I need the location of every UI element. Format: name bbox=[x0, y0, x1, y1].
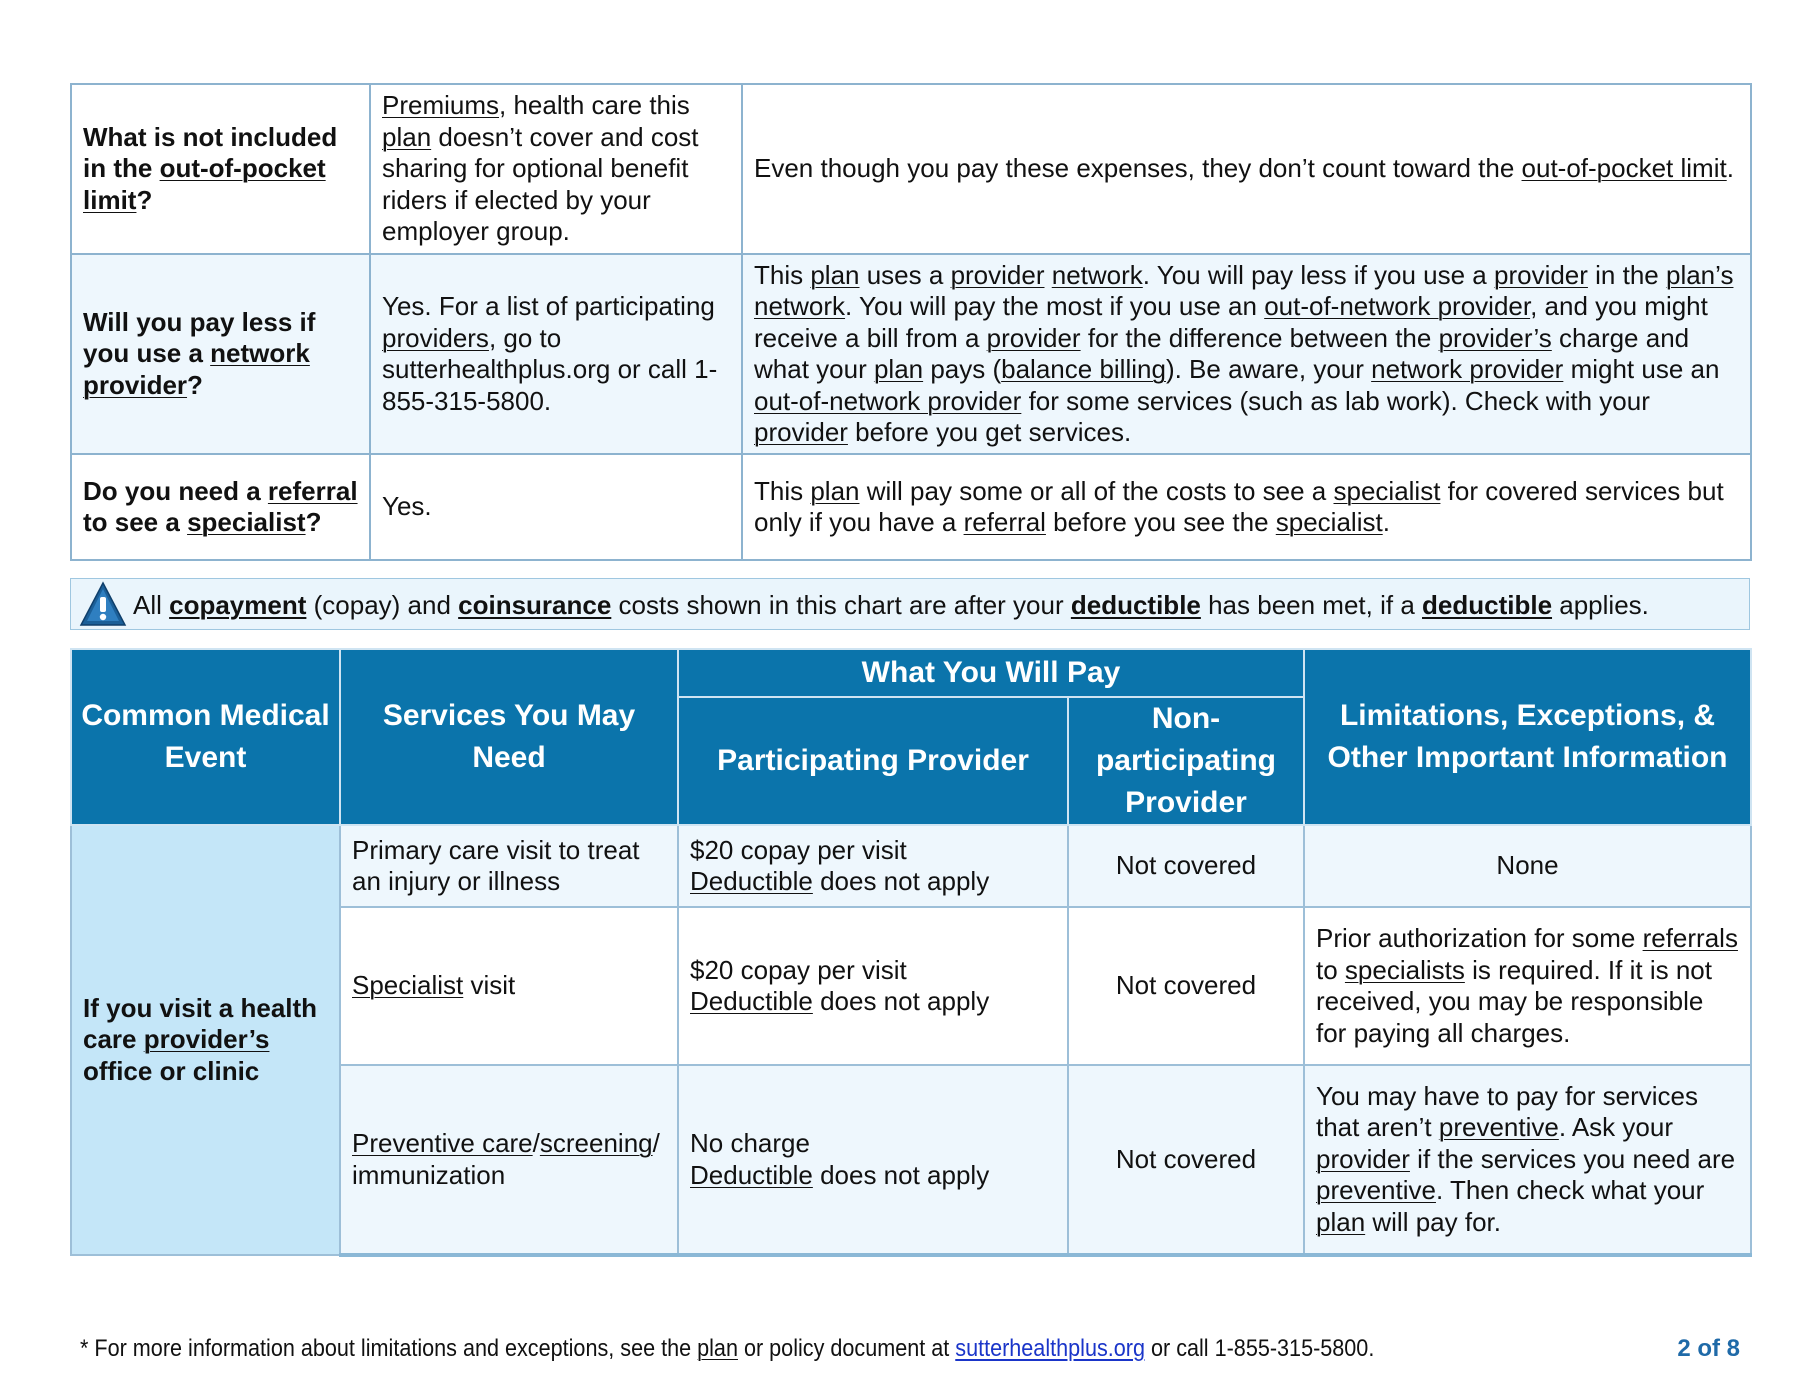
why-cell: Even though you pay these expenses, they don’t count toward the out-of-pocket limit. bbox=[742, 84, 1751, 254]
limitations-cell: You may have to pay for services that aren’t preventive. Ask your provider if the services you need are preventive. Then check what your plan will pay for. bbox=[1304, 1065, 1751, 1255]
header-what-you-will-pay: What You Will Pay bbox=[678, 649, 1304, 697]
cost-sharing-table bbox=[70, 648, 1752, 1257]
banner-text: All copayment (copay) and coinsurance costs shown in this chart are after your deductible has been met, if a deductible applies. bbox=[133, 590, 1649, 620]
table-row bbox=[71, 825, 1751, 907]
footer-note: * For more information about limitations and exceptions, see the plan or policy document at sutterhealthplus.org or call 1-855-315-5800. bbox=[80, 1335, 1375, 1362]
question-cell: Will you pay less if you use a network provider? bbox=[71, 254, 370, 454]
service-cell: Preventive care/screening/ immunization bbox=[340, 1065, 678, 1255]
limitations-cell: None bbox=[1304, 825, 1751, 907]
event-cell: If you visit a health care provider’s office or clinic bbox=[71, 825, 340, 1255]
answer-cell: Yes. bbox=[370, 454, 742, 560]
participating-cost-cell: $20 copay per visit Deductible does not apply bbox=[678, 825, 1068, 907]
question-cell: Do you need a referral to see a specialist? bbox=[71, 454, 370, 560]
question-row bbox=[71, 254, 1751, 454]
website-link[interactable]: sutterhealthplus.org bbox=[955, 1335, 1145, 1362]
deductible-notice-banner bbox=[70, 578, 1750, 630]
plan-questions-table bbox=[70, 83, 1752, 561]
question-cell: What is not included in the out-of-pocket limit? bbox=[71, 84, 370, 254]
answer-cell: Premiums, health care this plan doesn’t cover and cost sharing for optional benefit riders if elected by your employer group. bbox=[370, 84, 742, 254]
answer-cell: Yes. For a list of participating providers, go to sutterhealthplus.org or call 1-855-315-5800. bbox=[370, 254, 742, 454]
participating-cost-cell: No charge Deductible does not apply bbox=[678, 1065, 1068, 1255]
header-participating-provider: Participating Provider bbox=[678, 697, 1068, 825]
header-limitations: Limitations, Exceptions, & Other Important Information bbox=[1304, 649, 1751, 825]
header-services: Services You May Need bbox=[340, 649, 678, 825]
why-cell: This plan will pay some or all of the costs to see a specialist for covered services but only if you have a referral before you see the specialist. bbox=[742, 454, 1751, 560]
why-cell: This plan uses a provider network. You will pay less if you use a provider in the plan’s network. You will pay the most if you use an out-of-network provider, and you might receive a bill from a provider for the difference between the provider’s charge and what your plan pays (balance billing). Be aware, your network provider might use an out-of-network provider for some services (such as lab work). Check with your provider before you get services. bbox=[742, 254, 1751, 454]
service-cell: Primary care visit to treat an injury or illness bbox=[340, 825, 678, 907]
nonparticipating-cost-cell: Not covered bbox=[1068, 1065, 1304, 1255]
page-number: 2 of 8 bbox=[1677, 1335, 1740, 1362]
header-common-medical-event: Common Medical Event bbox=[71, 649, 340, 825]
service-cell: Specialist visit bbox=[340, 907, 678, 1065]
limitations-cell: Prior authorization for some referrals to specialists is required. If it is not received, you may be responsible for paying all charges. bbox=[1304, 907, 1751, 1065]
nonparticipating-cost-cell: Not covered bbox=[1068, 907, 1304, 1065]
nonparticipating-cost-cell: Not covered bbox=[1068, 825, 1304, 907]
header-nonparticipating-provider: Non-participating Provider bbox=[1068, 697, 1304, 825]
question-row bbox=[71, 84, 1751, 254]
participating-cost-cell: $20 copay per visit Deductible does not apply bbox=[678, 907, 1068, 1065]
question-row bbox=[71, 454, 1751, 560]
warning-triangle-icon bbox=[79, 581, 127, 627]
